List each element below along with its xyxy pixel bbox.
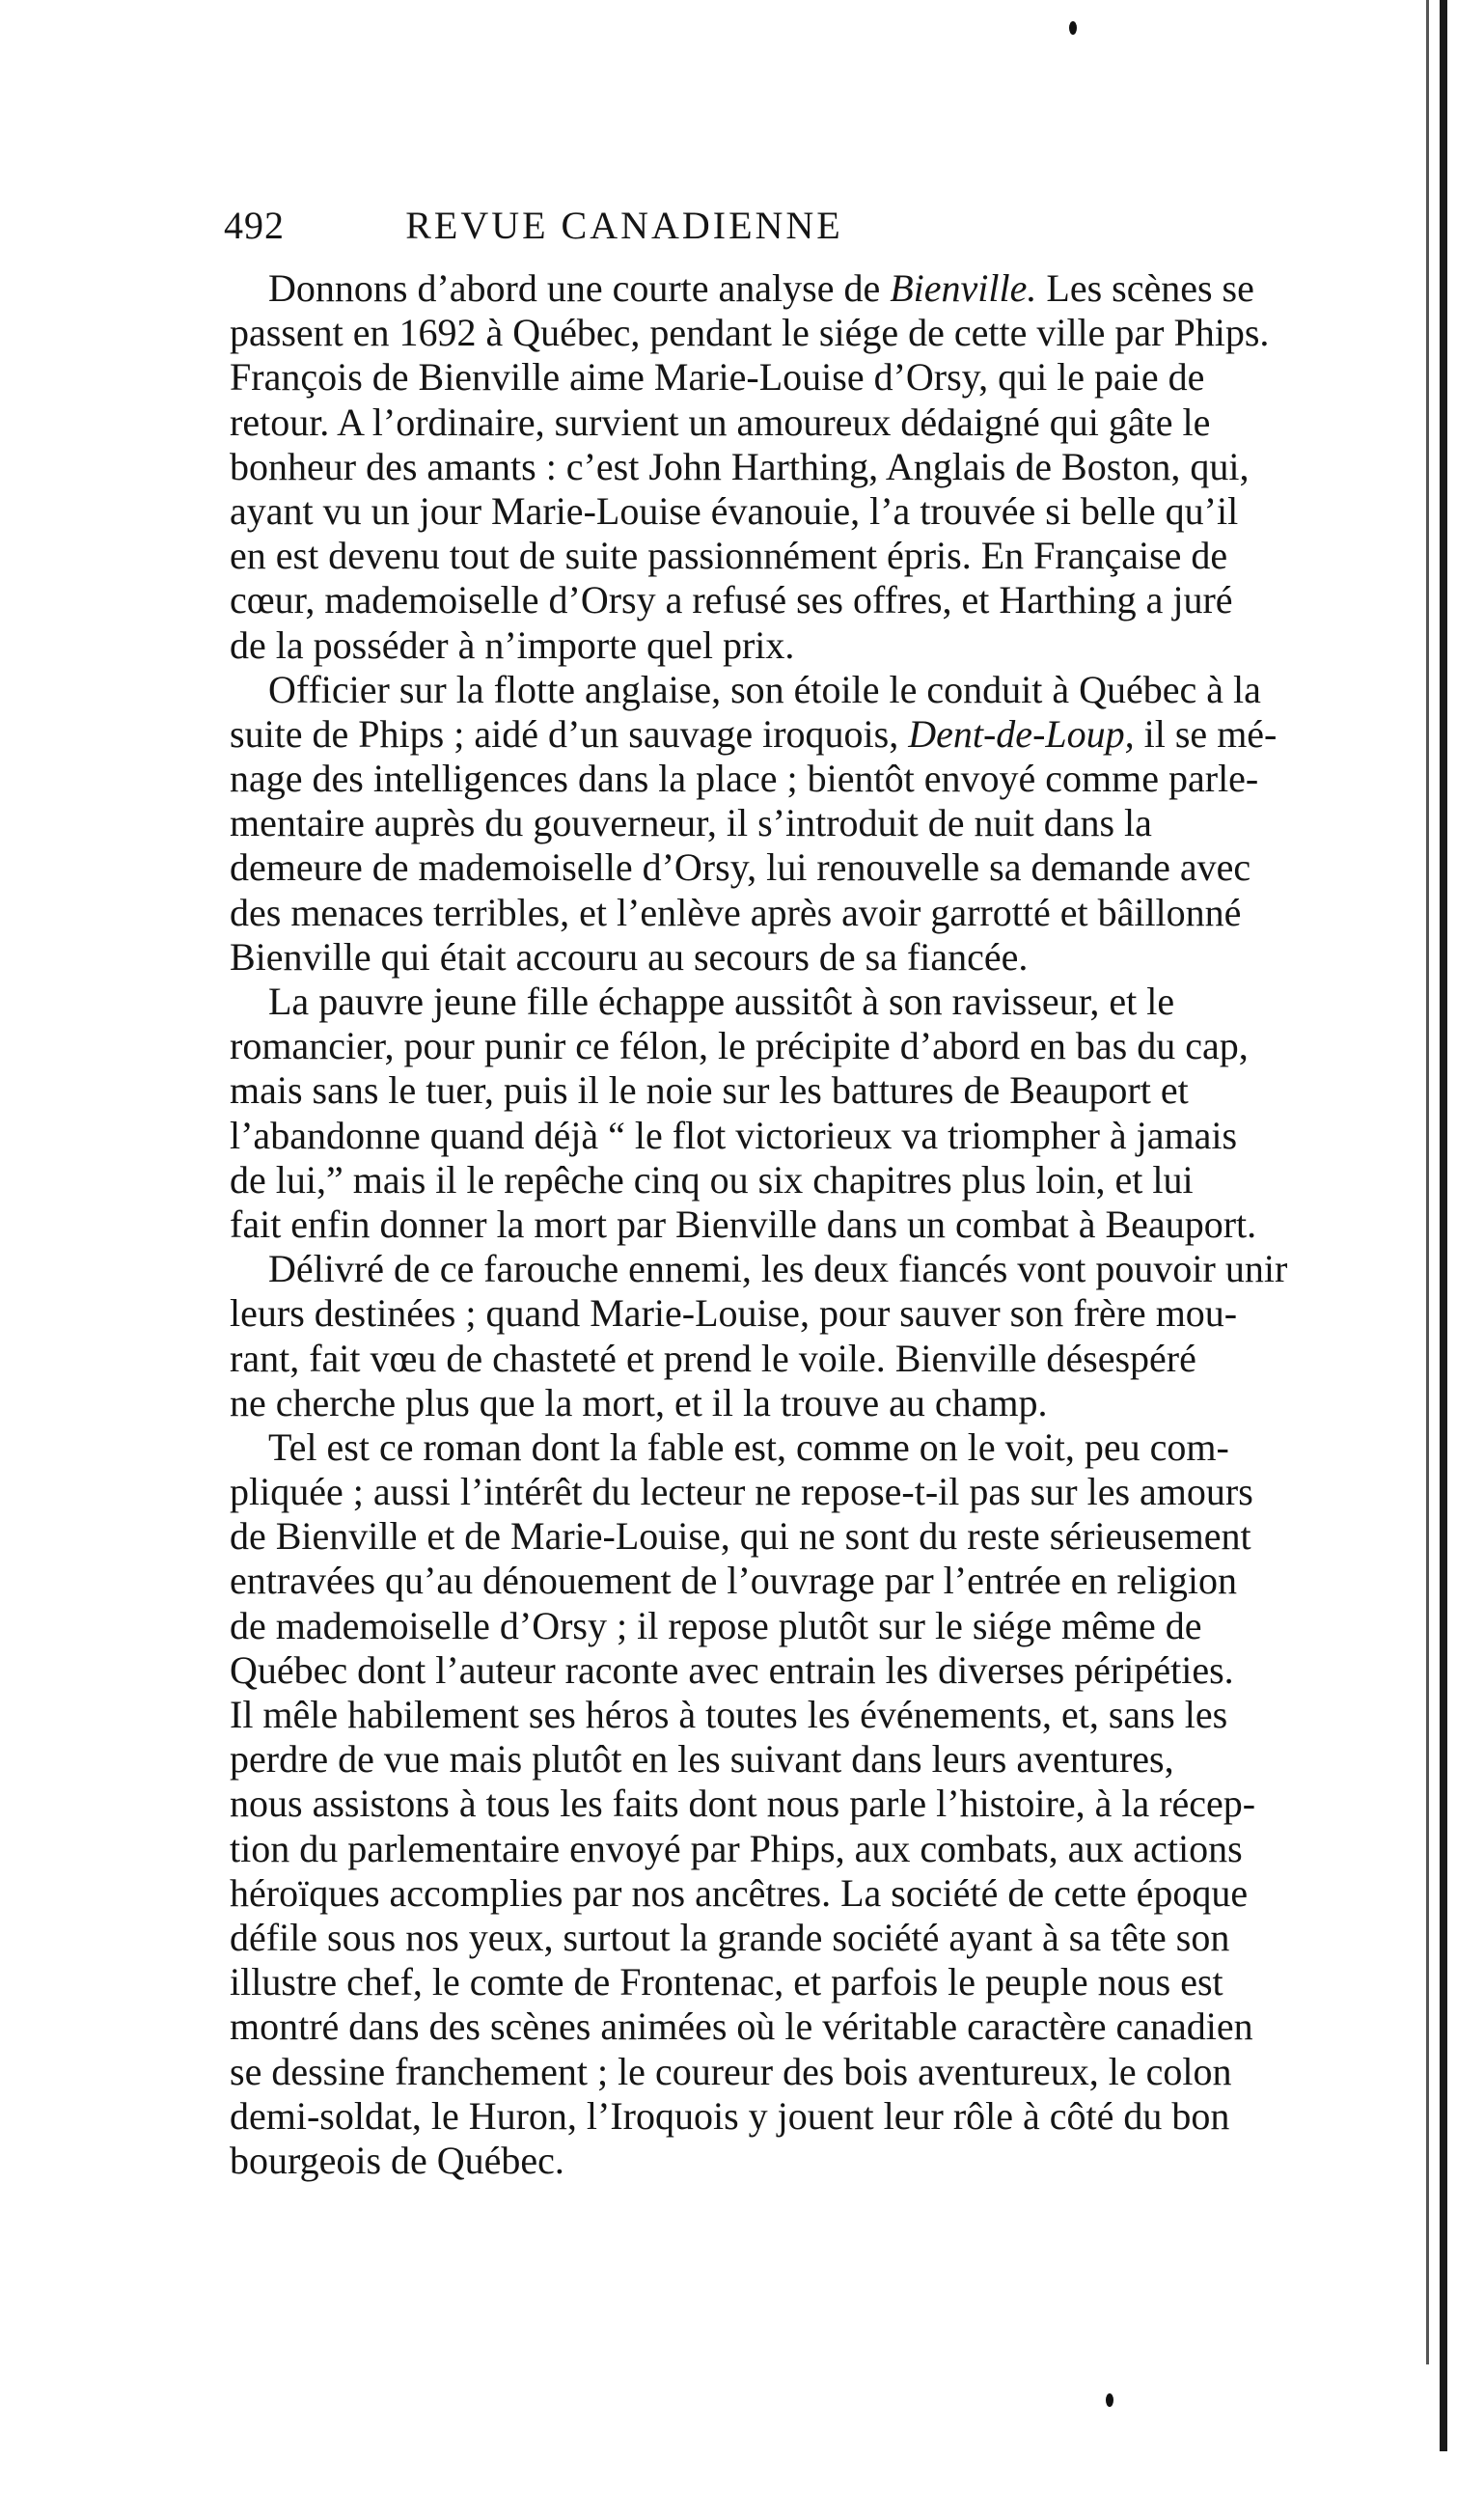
text-line	[230, 445, 1339, 489]
text-segment: héroïques accomplies par nos ancêtres. La société de cette époque	[230, 1870, 1249, 1915]
text-line	[230, 1960, 1339, 2004]
ink-speck	[1106, 2393, 1113, 2407]
text-line	[230, 2094, 1339, 2139]
text-segment: La pauvre jeune fille échappe aussitôt à son ravisseur, et le	[268, 980, 1175, 1023]
text-segment: leurs destinées ; quand Marie-Louise, pour sauver son frère mou-	[230, 1291, 1238, 1336]
text-line	[230, 1827, 1339, 1871]
ink-speck	[1069, 21, 1077, 35]
text-segment: des menaces terribles, et l’enlève après avoir garrotté et bâillonné	[230, 890, 1242, 934]
text-line	[230, 1068, 1339, 1113]
text-line	[230, 1425, 1339, 1470]
text-line	[230, 845, 1339, 890]
text-segment: de la posséder à n’importe quel prix.	[230, 622, 795, 667]
text-line	[230, 1337, 1339, 1381]
text-segment: romancier, pour punir ce félon, le précipite d’abord en bas du cap,	[230, 1024, 1249, 1068]
text-line	[230, 1158, 1339, 1202]
text-segment: de lui,” mais il le repêche cinq ou six chapitres plus loin, et lui	[230, 1157, 1194, 1202]
text-segment: rant, fait vœu de chasteté et prend le voile. Bienville désespéré	[230, 1336, 1196, 1380]
text-segment: suite de Phips ; aidé d’un sauvage iroquois,	[230, 711, 909, 756]
text-line	[230, 1514, 1339, 1559]
text-segment: Il mêle habilement ses héros à toutes les événements, et, sans les	[230, 1693, 1228, 1736]
paragraph	[230, 1425, 1339, 2183]
text-segment: défile sous nos yeux, surtout la grande société ayant à sa tête son	[230, 1915, 1230, 1959]
running-title: REVUE CANADIENNE	[405, 204, 843, 247]
text-segment: Officier sur la flotte anglaise, son étoile le conduit à Québec à la	[268, 667, 1261, 711]
text-line	[230, 1648, 1339, 1693]
text-segment: retour. A l’ordinaire, survient un amoureux dédaigné qui gâte le	[230, 400, 1211, 444]
text-segment: Délivré de ce farouche ennemi, les deux fiancés vont pouvoir unir	[268, 1247, 1288, 1291]
text-line	[230, 1604, 1339, 1648]
text-line	[230, 355, 1339, 400]
text-segment: nous assistons à tous les faits dont nous parle l’histoire, à la récep-	[230, 1782, 1256, 1826]
text-line	[230, 1202, 1339, 1247]
text-line	[230, 1247, 1339, 1291]
text-line	[230, 801, 1339, 845]
text-segment: entravées qu’au dénouement de l’ouvrage par l’entrée en religion	[230, 1559, 1237, 1603]
text-line	[230, 1559, 1339, 1603]
text-segment: bonheur des amants : c’est John Harthing, Anglais de Boston, qui,	[230, 444, 1250, 488]
text-segment: perdre de vue mais plutôt en les suivant dans leurs aventures,	[230, 1737, 1174, 1782]
text-segment: pliquée ; aussi l’intérêt du lecteur ne repose-t-il pas sur les amours	[230, 1470, 1253, 1514]
text-line	[230, 1114, 1339, 1158]
text-line	[230, 1024, 1339, 1068]
text-segment: illustre chef, le comte de Frontenac, et parfois le peuple nous est	[230, 1960, 1223, 2004]
text-line	[230, 578, 1339, 622]
text-segment: il se mé-	[1134, 711, 1278, 756]
italic-title: Bienville.	[890, 266, 1037, 310]
text-segment: ayant vu un jour Marie-Louise évanouie, l’a trouvée si belle qu’il	[230, 488, 1239, 533]
text-segment: demeure de mademoiselle d’Orsy, lui renouvelle sa demande avec	[230, 845, 1251, 890]
text-line	[230, 2004, 1339, 2049]
text-segment: Québec dont l’auteur raconte avec entrain les diverses péripéties.	[230, 1647, 1234, 1692]
text-line	[230, 712, 1339, 757]
text-line	[230, 980, 1339, 1024]
page-number: 492	[224, 204, 285, 247]
text-line	[230, 266, 1339, 311]
text-segment: en est devenu tout de suite passionnément épris. En Française de	[230, 534, 1228, 578]
page-edge-shadow	[1440, 0, 1447, 2451]
text-segment: mentaire auprès du gouverneur, il s’introduit de nuit dans la	[230, 801, 1152, 845]
text-line	[230, 2050, 1339, 2094]
text-segment: de Bienville et de Marie-Louise, qui ne sont du reste sérieusement	[230, 1514, 1251, 1559]
text-segment: demi-soldat, le Huron, l’Iroquois y jouent leur rôle à côté du bon	[230, 2093, 1230, 2138]
text-line	[230, 311, 1339, 355]
text-segment: fait enfin donner la mort par Bienville dans un combat à Beauport.	[230, 1202, 1257, 1246]
italic-title: Dent-de-Loup,	[908, 711, 1135, 756]
text-line	[230, 757, 1339, 801]
text-segment: montré dans des scènes animées où le véritable caractère canadien	[230, 2004, 1253, 2049]
text-line	[230, 489, 1339, 534]
text-segment: nage des intelligences dans la place ; bientôt envoyé comme parle-	[230, 757, 1259, 801]
text-segment: François de Bienville aime Marie-Louise d’Orsy, qui le paie de	[230, 355, 1205, 400]
text-segment: Les scènes se	[1036, 266, 1254, 310]
paragraph	[230, 1247, 1339, 1425]
paragraph	[230, 980, 1339, 1247]
text-line	[230, 935, 1339, 980]
text-segment: Tel est ce roman dont la fable est, comme on le voit, peu com-	[268, 1424, 1229, 1469]
text-line	[230, 1737, 1339, 1782]
text-line	[230, 623, 1339, 668]
text-segment: tion du parlementaire envoyé par Phips, aux combats, aux actions	[230, 1826, 1243, 1870]
text-segment: Donnons d’abord une courte analyse de	[268, 266, 891, 310]
text-segment: se dessine franchement ; le coureur des bois aventureux, le colon	[230, 2049, 1232, 2093]
text-line	[230, 2139, 1339, 2183]
text-line	[230, 1916, 1339, 1960]
text-line	[230, 1381, 1339, 1425]
text-line	[230, 668, 1339, 712]
text-segment: Bienville qui était accouru au secours de sa fiancée.	[230, 934, 1029, 979]
text-segment: mais sans le tuer, puis il le noie sur les battures de Beauport et	[230, 1068, 1189, 1113]
text-line	[230, 1470, 1339, 1514]
text-segment: passent en 1692 à Québec, pendant le siége de cette ville par Phips.	[230, 311, 1270, 355]
text-line	[230, 1693, 1339, 1737]
text-segment: l’abandonne quand déjà “ le flot victorieux va triompher à jamais	[230, 1113, 1238, 1157]
text-segment: cœur, mademoiselle d’Orsy a refusé ses offres, et Harthing a juré	[230, 578, 1233, 622]
text-line	[230, 1782, 1339, 1826]
article-body	[230, 266, 1339, 2183]
text-line	[230, 401, 1339, 445]
text-line	[230, 534, 1339, 578]
page-header	[224, 203, 1025, 261]
paragraph	[230, 266, 1339, 668]
text-segment: ne cherche plus que la mort, et il la trouve au champ.	[230, 1380, 1048, 1424]
text-segment: bourgeois de Québec.	[230, 2138, 564, 2182]
paragraph	[230, 668, 1339, 980]
text-line	[230, 1871, 1339, 1916]
text-line	[230, 891, 1339, 935]
text-line	[230, 1291, 1339, 1336]
text-segment: de mademoiselle d’Orsy ; il repose plutôt sur le siége même de	[230, 1603, 1202, 1647]
page-edge-line	[1426, 0, 1429, 2364]
